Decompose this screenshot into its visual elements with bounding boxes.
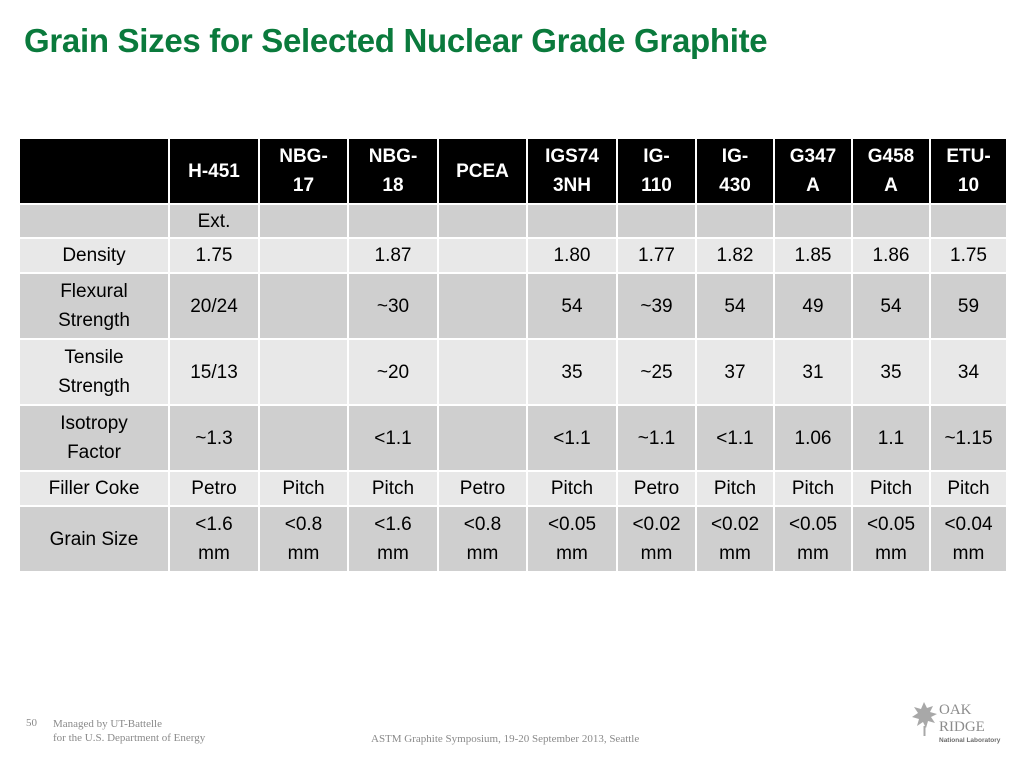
- table-cell: [259, 405, 348, 471]
- header-cell-pcea: PCEA: [438, 138, 527, 204]
- table-cell: <1.6 mm: [169, 506, 259, 572]
- table-cell: 1.1: [852, 405, 930, 471]
- table-cell: Ext.: [169, 204, 259, 238]
- table-cell: 35: [527, 339, 617, 405]
- table-cell: <0.05 mm: [852, 506, 930, 572]
- table-row-flexural-strength: [19, 273, 1007, 339]
- table-row-grain-size: [19, 506, 1007, 572]
- row-label-isotropy-factor: Isotropy Factor: [19, 405, 169, 471]
- table-cell: ~30: [348, 273, 438, 339]
- table-cell: ~20: [348, 339, 438, 405]
- table-header-row: [19, 138, 1007, 204]
- row-label-grain-size: Grain Size: [19, 506, 169, 572]
- table-cell: [774, 204, 852, 238]
- table-cell: ~1.15: [930, 405, 1007, 471]
- row-label-filler-coke: Filler Coke: [19, 471, 169, 506]
- table-cell: [438, 405, 527, 471]
- table-cell: <1.1: [348, 405, 438, 471]
- table-cell: 37: [696, 339, 774, 405]
- table-cell: 1.77: [617, 238, 696, 273]
- table-cell: Pitch: [259, 471, 348, 506]
- table-cell: <0.02 mm: [696, 506, 774, 572]
- table-cell: 1.75: [169, 238, 259, 273]
- header-cell-nbg17: NBG- 17: [259, 138, 348, 204]
- table-cell: [438, 238, 527, 273]
- header-cell-ig430: IG- 430: [696, 138, 774, 204]
- table-cell: [348, 204, 438, 238]
- logo-word-oak: OAK: [939, 702, 972, 718]
- table-cell: 49: [774, 273, 852, 339]
- table-cell: Petro: [617, 471, 696, 506]
- table-row-isotropy-factor: [19, 405, 1007, 471]
- table-cell: <0.05 mm: [774, 506, 852, 572]
- table-cell: Pitch: [527, 471, 617, 506]
- table-cell: [527, 204, 617, 238]
- footer-managed-line2: for the U.S. Department of Energy: [53, 732, 206, 744]
- header-cell-etu10: ETU- 10: [930, 138, 1007, 204]
- header-cell-g458a: G458 A: [852, 138, 930, 204]
- table-cell: Pitch: [348, 471, 438, 506]
- row-label-density: Density: [19, 238, 169, 273]
- table-cell: [852, 204, 930, 238]
- table-row-tensile-strength: [19, 339, 1007, 405]
- table-cell: <0.05 mm: [527, 506, 617, 572]
- table-cell: [930, 204, 1007, 238]
- table-cell: Petro: [438, 471, 527, 506]
- table-cell: [438, 204, 527, 238]
- header-cell-ig110: IG- 110: [617, 138, 696, 204]
- oak-ridge-logo: [906, 696, 1006, 746]
- table-cell: ~1.3: [169, 405, 259, 471]
- table-cell: [19, 204, 169, 238]
- table-cell: 15/13: [169, 339, 259, 405]
- logo-subtitle: National Laboratory: [939, 737, 1001, 744]
- table-cell: <1.6 mm: [348, 506, 438, 572]
- table-cell: [696, 204, 774, 238]
- table-cell: 54: [852, 273, 930, 339]
- table-cell: 34: [930, 339, 1007, 405]
- table-cell: 1.06: [774, 405, 852, 471]
- table-cell: 54: [527, 273, 617, 339]
- table-cell: ~25: [617, 339, 696, 405]
- table-cell: [259, 339, 348, 405]
- row-label-flexural-strength: Flexural Strength: [19, 273, 169, 339]
- table-cell: <1.1: [696, 405, 774, 471]
- table-row-filler-coke: [19, 471, 1007, 506]
- table-cell: <0.8 mm: [438, 506, 527, 572]
- header-cell-igs743nh: IGS74 3NH: [527, 138, 617, 204]
- table-cell: <0.02 mm: [617, 506, 696, 572]
- leaf-icon: [912, 702, 937, 736]
- table-cell: Pitch: [852, 471, 930, 506]
- header-cell-g347a: G347 A: [774, 138, 852, 204]
- table-cell: Pitch: [696, 471, 774, 506]
- row-label-tensile-strength: Tensile Strength: [19, 339, 169, 405]
- table-cell: [438, 273, 527, 339]
- table-cell: ~39: [617, 273, 696, 339]
- table-cell: <0.8 mm: [259, 506, 348, 572]
- table-cell: 35: [852, 339, 930, 405]
- table-cell: [259, 204, 348, 238]
- logo-word-ridge: RIDGE: [939, 719, 985, 735]
- table-cell: [617, 204, 696, 238]
- table-cell: 59: [930, 273, 1007, 339]
- table-cell: 1.86: [852, 238, 930, 273]
- table-cell: 1.87: [348, 238, 438, 273]
- table-row-ext: [19, 204, 1007, 238]
- table-cell: 31: [774, 339, 852, 405]
- table-cell: 54: [696, 273, 774, 339]
- slide-number: 50: [26, 717, 37, 729]
- table-cell: Pitch: [774, 471, 852, 506]
- table-cell: [438, 339, 527, 405]
- graphite-properties-table: [18, 137, 1008, 573]
- table-cell: Petro: [169, 471, 259, 506]
- header-cell-nbg18: NBG- 18: [348, 138, 438, 204]
- table-row-density: [19, 238, 1007, 273]
- table-cell: <1.1: [527, 405, 617, 471]
- table-cell: 20/24: [169, 273, 259, 339]
- table-cell: Pitch: [930, 471, 1007, 506]
- header-cell-h451: H-451: [169, 138, 259, 204]
- footer-managed-line1: Managed by UT-Battelle: [53, 718, 162, 730]
- footer-managed-by: [53, 717, 205, 745]
- header-cell-blank: [19, 138, 169, 204]
- slide-title: Grain Sizes for Selected Nuclear Grade Graphite: [24, 22, 768, 59]
- table-cell: [259, 238, 348, 273]
- table-cell: 1.85: [774, 238, 852, 273]
- table-cell: 1.75: [930, 238, 1007, 273]
- table-cell: [259, 273, 348, 339]
- table-cell: 1.80: [527, 238, 617, 273]
- table-cell: ~1.1: [617, 405, 696, 471]
- footer-event: ASTM Graphite Symposium, 19-20 September 2013, Seattle: [371, 733, 640, 745]
- table-cell: 1.82: [696, 238, 774, 273]
- table-cell: <0.04 mm: [930, 506, 1007, 572]
